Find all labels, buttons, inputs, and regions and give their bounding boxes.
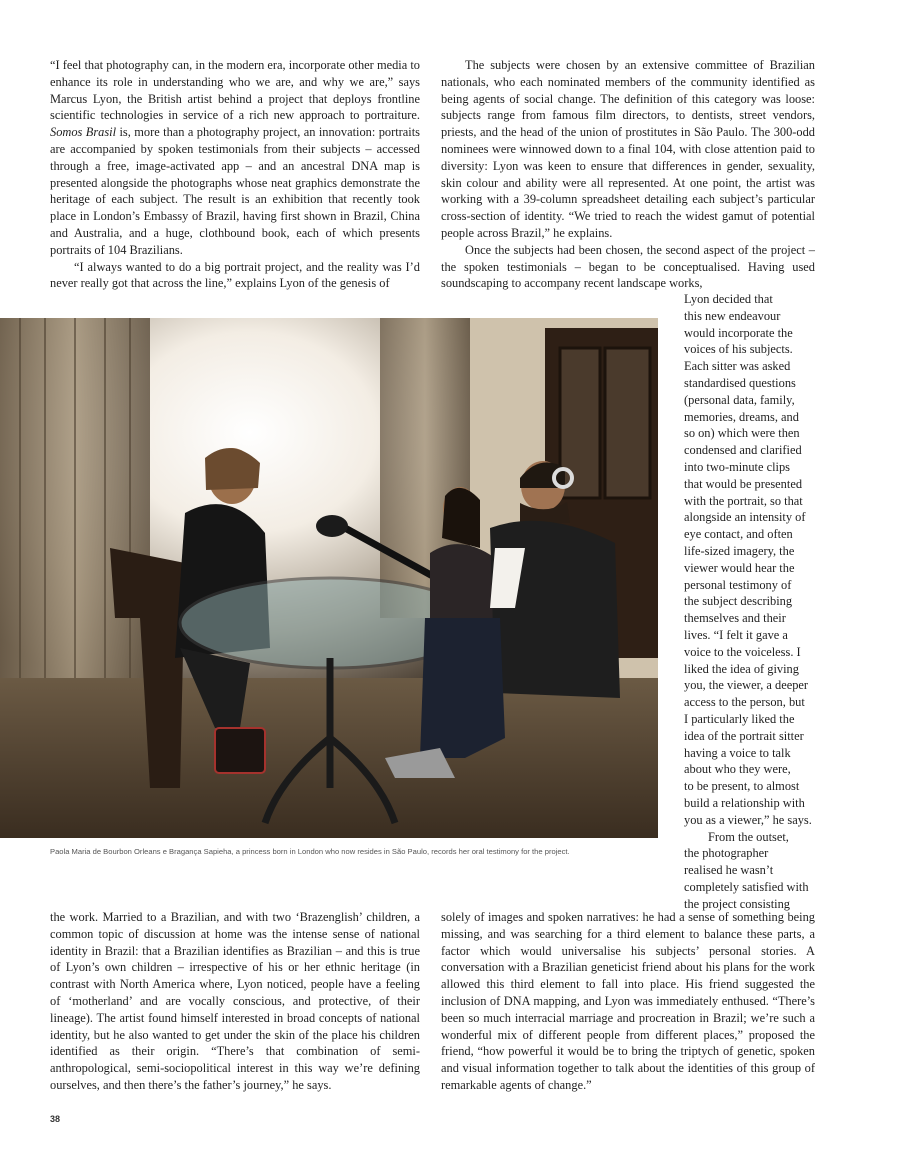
wrap-line: you, the viewer, a deeper bbox=[684, 678, 809, 693]
wrap-line: themselves and their bbox=[684, 611, 786, 626]
wrap-line: memories, dreams, and bbox=[684, 409, 799, 424]
paragraph bbox=[50, 57, 420, 259]
wrap-line: build a relationship with bbox=[684, 795, 805, 810]
article-column-wrap bbox=[684, 291, 816, 912]
wrap-line: I particularly liked the bbox=[684, 711, 795, 726]
wrap-line: alongside an intensity of bbox=[684, 510, 806, 525]
wrap-line: personal testimony of bbox=[684, 577, 792, 592]
wrap-line: lives. “I felt it gave a bbox=[684, 627, 788, 642]
paragraph: “I always wanted to do a big portrait project, and the reality was I’d never really got that across the line,” explains Lyon of the genesis of bbox=[50, 259, 420, 291]
wrap-line: Lyon decided that bbox=[684, 292, 773, 306]
wrap-line: completely satisfied with bbox=[684, 879, 809, 894]
paragraph: the work. Married to a Brazilian, and with two ‘Brazenglish’ children, a common topic of discussion at home was the intense sense of national identity in Brazil: that a Brazilian identifies as Brazilian – and this is true of Lyon’s own children – irrespective of his or her ethnic heritage (in contrast with North America where, Lyon noticed, people have a feeling of ‘motherland’ and are vocally conscious, and protective, of their lineage). The artist found himself interested in broad concepts of national identity, but he also wanted to get under the skin of the place his children identified as their origin. “There’s that combination of semi-anthropological, semi-sociopolitical interest in this way we’re defining ourselves, and then there’s the father’s journey,” he says. bbox=[50, 910, 420, 1092]
paragraph: solely of images and spoken narratives: he had a sense of something being missing, and was searching for a third element to balance these parts, a factor which would universalise his subjects’ personal stories. A conversation with a Brazilian geneticist friend about his plans for the work allowed this third element to fall into place. His friend suggested the inclusion of DNA mapping, and Lyon was immediately enthused. “There’s been so much interracial marriage and procreation in Brazil; we’re such a wonderful mix of different people from different places,” proposed the friend, “how powerful it would be to bring the triptych of genetic, spoken and visual information together to talk about the identities of this group of remarkable agents of change.” bbox=[441, 910, 815, 1092]
photo-caption: Paola Maria de Bourbon Orleans e Bragança Sapieha, a princess born in London who now resides in São Paulo, records her oral testimony for the project. bbox=[50, 847, 570, 856]
wrap-line: realised he wasn’t bbox=[684, 863, 774, 878]
paragraph: Once the subjects had been chosen, the second aspect of the project – the spoken testimonials – began to be conceptualised. Having used soundscaping to accompany recent landscape works, bbox=[441, 242, 815, 291]
wrap-line: the subject describing bbox=[684, 594, 793, 609]
wrap-line: that would be presented bbox=[684, 476, 803, 491]
wrap-line: (personal data, family, bbox=[684, 392, 795, 407]
wrap-line: voice to the voiceless. I bbox=[684, 644, 801, 659]
wrap-line: standardised questions bbox=[684, 375, 796, 390]
wrap-line: about who they were, bbox=[684, 762, 791, 777]
wrap-line: the photographer bbox=[684, 846, 769, 861]
wrap-line: with the portrait, so that bbox=[684, 493, 803, 508]
wrap-line: viewer would hear the bbox=[684, 560, 795, 575]
wrap-line: having a voice to talk bbox=[684, 745, 791, 760]
wrap-line: eye contact, and often bbox=[684, 527, 793, 542]
paragraph-text: is, more than a photography project, an innovation: portraits are accompanied by spoken testimonials from their subjects – accessed through a free, image-activated app – and an ancestral DNA map is presented alongside the photographs whose neat graphics demonstrate the heritage of each subject. The result is an exhibition that recently took place in London’s Embassy of Brazil, having first shown in Brazil, China and Australia, and a huge, clothbound book, each of which presents portraits of 104 Brazilians. bbox=[50, 125, 420, 257]
wrap-line: into two-minute clips bbox=[684, 459, 790, 474]
article-column-left-bottom bbox=[50, 909, 420, 1094]
wrap-line: idea of the portrait sitter bbox=[684, 728, 804, 743]
paragraph: The subjects were chosen by an extensive committee of Brazilian nationals, who each nominated members of the community identified as being agents of social change. The definition of this category was loose: subjects range from famous film directors, to dentists, street vendors, priests, and the head of the union of prostitutes in São Paulo. The 300-odd nominees were winnowed down to a final 104, with close attention paid to diversity: Lyon was keen to ensure that differences in gender, sexuality, skin colour and ability were all represented. At one point, the artist was working with a 39-column spreadsheet detailing each subject’s particular cross-section of identity. “We tried to reach the widest gamut of potential people across Brazil,” he explains. bbox=[441, 58, 815, 240]
wrap-line: condensed and clarified bbox=[684, 443, 802, 458]
paragraph-text: “I feel that photography can, in the modern era, incorporate other media to enhance its role in understanding who we are, and why we are,” says Marcus Lyon, the British artist behind a project that deploys frontline scientific technologies in service of a rich new approach to portraiture. bbox=[50, 58, 420, 123]
wrap-line: life-sized imagery, the bbox=[684, 543, 795, 558]
wrap-line: voices of his subjects. bbox=[684, 342, 793, 357]
wrap-line: Each sitter was asked bbox=[684, 359, 791, 374]
wrap-line: liked the idea of giving bbox=[684, 661, 799, 676]
wrap-line: this new endeavour bbox=[684, 308, 781, 323]
wrap-line: would incorporate the bbox=[684, 325, 793, 340]
wrap-line: to be present, to almost bbox=[684, 779, 800, 794]
photo-illustration bbox=[0, 318, 658, 838]
project-title: Somos Brasil bbox=[50, 125, 117, 140]
article-column-right-top bbox=[441, 57, 815, 292]
article-column-right-bottom bbox=[441, 909, 815, 1094]
wrap-line: access to the person, but bbox=[684, 695, 805, 710]
wrap-line: you as a viewer,” he says. bbox=[684, 812, 812, 827]
wrap-line: the project consisting bbox=[684, 896, 790, 911]
article-photo bbox=[0, 318, 658, 838]
article-column-left-top bbox=[50, 57, 420, 292]
wrap-line: From the outset, bbox=[708, 829, 789, 844]
wrap-line: so on) which were then bbox=[684, 426, 800, 441]
page-number: 38 bbox=[50, 1114, 61, 1124]
